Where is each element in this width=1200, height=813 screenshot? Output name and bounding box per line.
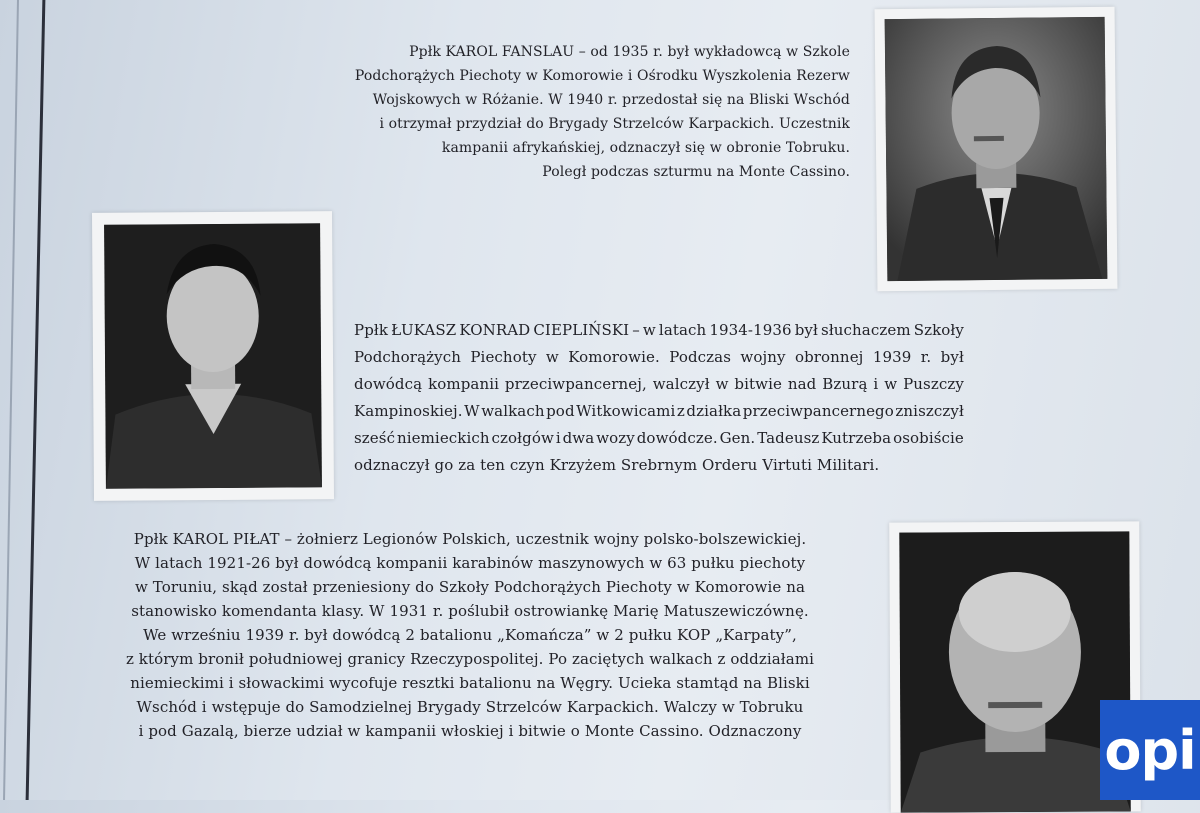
word: –	[632, 321, 640, 339]
word: pod	[546, 402, 575, 420]
word: Piechoty	[470, 348, 537, 366]
portrait-image	[885, 17, 1108, 281]
word: przeciwpancernej,	[504, 375, 647, 393]
word: latach	[658, 321, 707, 339]
word: wojny	[740, 348, 786, 366]
word: Gen.	[719, 429, 756, 447]
bio-karol-fanslau	[250, 40, 850, 184]
opi-logo: opi	[1100, 700, 1200, 800]
word: r.	[920, 348, 932, 366]
bio-line: Poległ podczas szturmu na Monte Cassino.	[542, 164, 850, 180]
board-edge-line	[3, 0, 19, 800]
word: KONRAD	[459, 321, 531, 339]
word: był	[940, 348, 964, 366]
word: 1939	[872, 348, 912, 366]
word: dowódcze.	[636, 429, 718, 447]
bio-line: Wojskowych w Różanie. W 1940 r. przedostał się na Bliski Wschód	[372, 92, 850, 108]
word: nad	[787, 375, 817, 393]
word: czołgów	[491, 429, 554, 447]
word: Ppłk	[354, 321, 389, 339]
word: przeciwpancernego	[742, 402, 894, 420]
bio-line: Wschód i wstępuje do Samodzielnej Brygady Strzelców Karpackich. Walczy w Tobruku	[136, 698, 804, 716]
word: Komorowie.	[568, 348, 660, 366]
bio-line: w Toruniu, skąd został przeniesiony do Szkoły Podchorążych Piechoty w Komorowie na	[134, 578, 806, 596]
word: osobiście	[893, 429, 964, 447]
word: Podczas	[669, 348, 731, 366]
word: w	[884, 375, 898, 393]
bio-line	[354, 425, 964, 452]
portrait-image	[104, 223, 322, 489]
word: 1934-1936	[709, 321, 792, 339]
word: W	[464, 402, 480, 420]
word: w	[642, 321, 656, 339]
word: Szkoły	[913, 321, 964, 339]
word: Kutrzeba	[821, 429, 892, 447]
bio-line: Podchorążych Piechoty w Komorowie i Ośrodku Wyszkolenia Rezerw	[354, 68, 850, 84]
word: Podchorążych	[354, 348, 461, 366]
word: CIEPLIŃSKI	[533, 321, 630, 339]
word: walkach	[481, 402, 545, 420]
bio-line	[354, 371, 964, 398]
portrait-image	[899, 531, 1130, 812]
word: wozy	[596, 429, 635, 447]
bio-line	[354, 317, 964, 344]
bio-line: z którym bronił południowej granicy Rzeczypospolitej. Po zaciętych walkach z oddziałami	[125, 650, 815, 668]
word: bitwie	[734, 375, 782, 393]
bio-line: We wrześniu 1939 r. był dowódcą 2 batalionu „Komańcza” w 2 pułku KOP „Karpaty”,	[143, 626, 797, 644]
word: działka	[686, 402, 742, 420]
bio-line: niemieckimi i słowackimi wycofuje resztki batalionu na Węgry. Ucieka stamtąd na Bliski	[130, 674, 810, 692]
word: i	[555, 429, 561, 447]
word: w	[715, 375, 729, 393]
bio-line: W latach 1921-26 był dowódcą kompanii karabinów maszynowych w 63 pułku piechoty	[134, 554, 806, 572]
word: Kampinoskiej.	[354, 402, 463, 420]
word: ŁUKASZ	[391, 321, 457, 339]
bio-karol-pilat	[60, 527, 880, 743]
bio-lukasz-cieplinski	[354, 317, 964, 479]
word: Tadeusz	[757, 429, 820, 447]
bio-line: Ppłk KAROL PIŁAT – żołnierz Legionów Polskich, uczestnik wojny polsko-bolszewickiej.	[133, 530, 807, 548]
word: był	[794, 321, 818, 339]
bio-line: kampanii afrykańskiej, odznaczył się w obronie Tobruku.	[441, 140, 850, 156]
portrait-photo-fanslau	[875, 7, 1118, 291]
word: obronnej	[794, 348, 864, 366]
word: z	[676, 402, 685, 420]
word: Bzurą	[822, 375, 868, 393]
word: i	[873, 375, 879, 393]
bio-line: i otrzymał przydział do Brygady Strzelców Karpackich. Uczestnik	[379, 116, 850, 132]
word: walczył	[652, 375, 710, 393]
word: niemieckich	[396, 429, 490, 447]
bio-line	[354, 398, 964, 425]
word: dwa	[562, 429, 595, 447]
portrait-photo-cieplinski	[92, 211, 334, 501]
word: dowódcą	[354, 375, 423, 393]
bio-line	[354, 344, 964, 371]
bio-line: i pod Gazalą, bierze udział w kampanii włoskiej i bitwie o Monte Cassino. Odznaczony	[138, 722, 802, 740]
board-frame-line	[26, 0, 46, 800]
bio-line: Ppłk KAROL FANSLAU – od 1935 r. był wykładowcą w Szkole	[409, 44, 850, 60]
word: Witkowicami	[576, 402, 676, 420]
bio-line: stanowisko komendanta klasy. W 1931 r. poślubił ostrowiankę Marię Matuszewiczównę.	[131, 602, 809, 620]
word: w	[545, 348, 559, 366]
word: zniszczył	[895, 402, 964, 420]
word: kompanii	[428, 375, 500, 393]
word: słuchaczem	[821, 321, 911, 339]
word: sześć	[354, 429, 396, 447]
bio-line: odznaczył go za ten czyn Krzyżem Srebrnym Orderu Virtuti Militari.	[354, 456, 880, 474]
word: Puszczy	[903, 375, 964, 393]
